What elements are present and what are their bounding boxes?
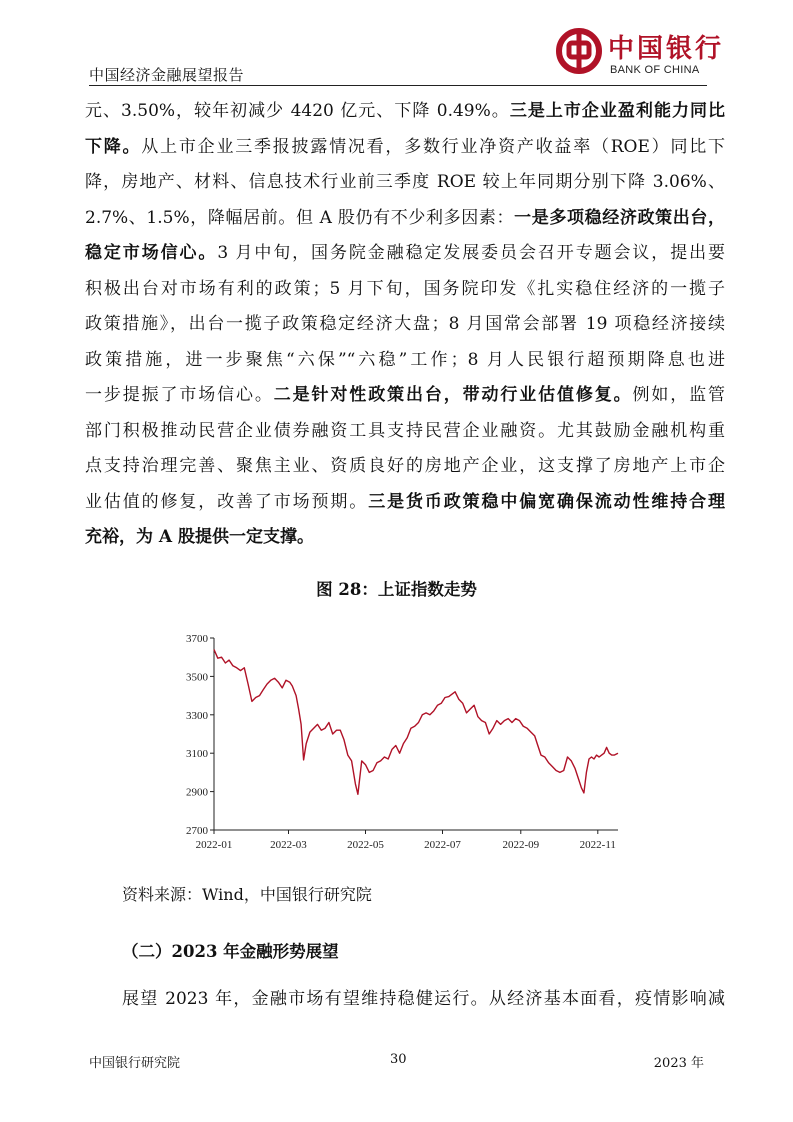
text-line [85, 343, 725, 379]
text-line [85, 130, 725, 166]
text-segment: 积极出台对市场有利的政策；5 月下旬，国务院印发《扎实稳住经济的一揽子 [85, 278, 725, 299]
body-paragraph [85, 94, 725, 556]
x-tick-label: 2022-11 [579, 839, 616, 851]
bold-text: 三是货币政策稳中偏宽确保流动性维持合理 [368, 491, 726, 512]
text-segment: 政策措施》，出台一揽子政策稳定经济大盘；8 月国常会部署 19 项稳经济接续 [85, 314, 725, 334]
figure-source: 资料来源：Wind，中国银行研究院 [122, 885, 372, 904]
text-segment: 3 月中旬，国务院金融稳定发展委员会召开专题会议，提出要 [217, 243, 726, 263]
y-tick-label: 3300 [186, 709, 208, 722]
x-tick-label: 2022-01 [195, 839, 233, 851]
text-line [85, 485, 725, 521]
text-segment: 元、3.50%，较年初减少 4420 亿元、下降 0.49%。 [85, 101, 510, 121]
footer-year: 2023 年 [653, 1056, 704, 1071]
bold-text: 充裕，为 A 股提供一定支撑。 [85, 527, 315, 547]
text-line [85, 414, 725, 450]
text-segment: 从上市企业三季报披露情况看，多数行业净资产收益率（ROE）同比下 [141, 136, 726, 157]
section-first-line: 展望 2023 年，金融市场有望维持稳健运行。从经济基本面看，疫情影响减 [122, 989, 725, 1009]
bold-text: 二是针对性政策出台，带动行业估值修复。 [273, 385, 633, 405]
text-segment: 业估值的修复，改善了市场预期。 [85, 491, 369, 512]
x-tick-label: 2022-05 [347, 839, 384, 851]
y-tick-label: 3100 [186, 748, 208, 761]
bold-text: 下降。 [85, 136, 142, 157]
figure-title: 图 28：上证指数走势 [316, 580, 477, 599]
y-tick-label: 2700 [186, 825, 208, 837]
text-segment: 政策措施，进一步聚焦“六保”“六稳”工作；8 月人民银行超预期降息也进 [85, 349, 725, 370]
text-line [85, 307, 725, 343]
x-tick-label: 2022-03 [270, 839, 307, 851]
page-number: 30 [390, 1052, 407, 1067]
text-line [85, 94, 725, 130]
bold-text: 一是多项稳经济政策出台， [514, 207, 725, 228]
text-line [85, 449, 725, 485]
bank-of-china-logo-icon [556, 28, 602, 74]
shanghai-index-chart [170, 630, 630, 855]
text-line [85, 236, 725, 272]
x-tick-label: 2022-07 [424, 839, 461, 851]
text-segment: 一步提振了市场信心。 [85, 385, 274, 405]
text-line [85, 201, 725, 237]
logo-chinese-name: 中国银行 [608, 34, 725, 64]
text-segment: 降，房地产、材料、信息技术行业前三季度 ROE 较上年同期分别下降 3.06%、 [85, 172, 725, 192]
header-divider [89, 85, 707, 86]
logo-english-name: BANK OF CHINA [610, 64, 700, 76]
footer-organization: 中国银行研究院 [89, 1056, 181, 1071]
bank-logo [556, 26, 725, 82]
report-title: 中国经济金融展望报告 [89, 66, 245, 84]
series-line-shanghai-index [214, 650, 618, 795]
y-tick-label: 3500 [186, 671, 208, 684]
text-segment: 例如，监管 [632, 385, 726, 405]
text-line [85, 378, 725, 414]
text-line [85, 165, 725, 201]
x-tick-label: 2022-09 [502, 839, 540, 851]
text-segment: 2.7%、1.5%，降幅居前。但 A 股仍有不少利多因素： [85, 207, 515, 228]
text-segment: 部门积极推动民营企业债券融资工具支持民营企业融资。尤其鼓励金融机构重 [85, 420, 725, 441]
section-heading: （二）2023 年金融形势展望 [122, 942, 339, 961]
text-segment: 点支持治理完善、聚焦主业、资质良好的房地产企业，这支撑了房地产上市企 [85, 456, 725, 476]
text-line [85, 520, 725, 556]
bold-text: 三是上市企业盈利能力同比 [509, 101, 726, 121]
y-tick-label: 2900 [186, 786, 208, 799]
bold-text: 稳定市场信心。 [85, 243, 218, 263]
y-tick-label: 3700 [186, 633, 208, 645]
text-line [85, 272, 725, 308]
